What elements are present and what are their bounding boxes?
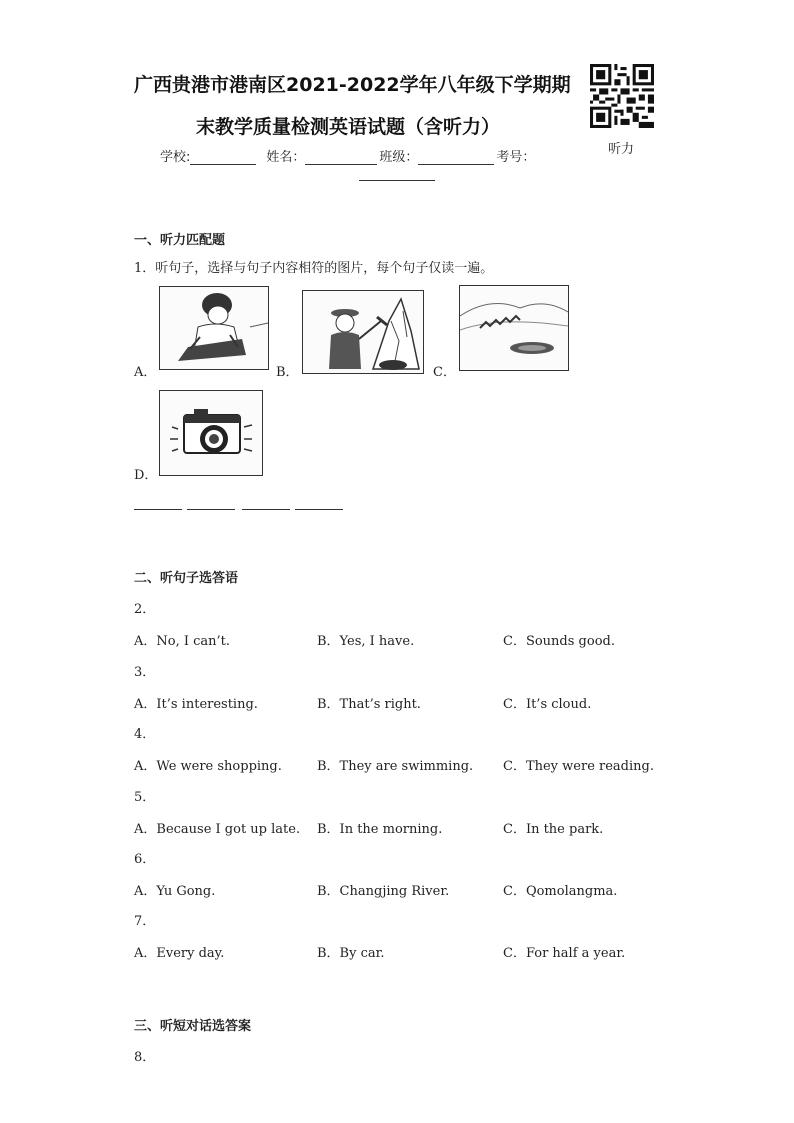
name-blank[interactable] [305,150,377,165]
question-4-option-a[interactable]: A．We were shopping. [134,759,282,774]
option-a-label: A． [134,365,157,380]
picture-b-old-man-mountain[interactable] [302,290,424,374]
title-line-2: 末教学质量检测英语试题（含听力） [196,116,501,138]
question-4-number: 4． [134,727,156,742]
option-c-label: C． [433,365,456,380]
option-d-label: D． [134,468,158,483]
question-4-option-c[interactable]: C．They were reading. [503,759,654,774]
question-7-option-b[interactable]: B．By car. [317,946,385,961]
class-label: 班级： [379,150,419,165]
question-5-option-b[interactable]: B．In the morning. [317,822,443,837]
title-line-1: 广西贵港市港南区2021-2022学年八年级下学期期 [134,74,571,96]
class-blank[interactable] [418,150,494,165]
picture-d-camera-icon[interactable] [159,390,263,476]
question-6-number: 6． [134,852,156,867]
question-8-number: 8． [134,1050,156,1065]
section-2-title: 二、听句子选答语 [134,571,239,586]
question-3-option-c[interactable]: C．It’s cloud. [503,697,592,712]
picture-c-desert-camels[interactable] [459,285,569,371]
id-blank[interactable] [359,180,435,181]
answer-blank-2[interactable] [187,509,235,510]
info-fields [160,146,535,165]
section-1-title: 一、听力匹配题 [134,233,226,248]
question-6-option-a[interactable]: A．Yu Gong. [134,884,216,899]
id-label: 考号： [496,150,536,165]
name-label: 姓名： [266,150,306,165]
school-blank[interactable] [190,150,256,165]
question-5-number: 5． [134,790,156,805]
qr-caption: 听力 [608,142,635,157]
answer-blank-3[interactable] [242,509,290,510]
question-4-option-b[interactable]: B．They are swimming. [317,759,474,774]
section-3-title: 三、听短对话选答案 [134,1019,252,1034]
question-3-number: 3． [134,665,156,680]
question-5-option-a[interactable]: A．Because I got up late. [134,822,301,837]
question-2-option-a[interactable]: A．No, I can’t. [134,634,231,649]
question-1-text: 1．听句子，选择与句子内容相符的图片，每个句子仅读一遍。 [134,261,494,276]
picture-a-person-knitting[interactable] [159,286,269,370]
school-label: 学校: [160,150,191,165]
answer-blank-4[interactable] [295,509,343,510]
question-6-option-c[interactable]: C．Qomolangma. [503,884,618,899]
qr-code-icon[interactable] [590,64,654,128]
question-3-option-a[interactable]: A．It’s interesting. [134,697,258,712]
question-3-option-b[interactable]: B．That’s right. [317,697,421,712]
question-7-option-c[interactable]: C．For half a year. [503,946,626,961]
question-7-option-a[interactable]: A．Every day. [134,946,225,961]
question-7-number: 7． [134,914,156,929]
question-5-option-c[interactable]: C．In the park. [503,822,604,837]
question-2-number: 2． [134,602,156,617]
option-b-label: B． [276,365,299,380]
question-2-option-c[interactable]: C．Sounds good. [503,634,615,649]
question-2-option-b[interactable]: B．Yes, I have. [317,634,415,649]
answer-blank-1[interactable] [134,509,182,510]
question-6-option-b[interactable]: B．Changjing River. [317,884,450,899]
